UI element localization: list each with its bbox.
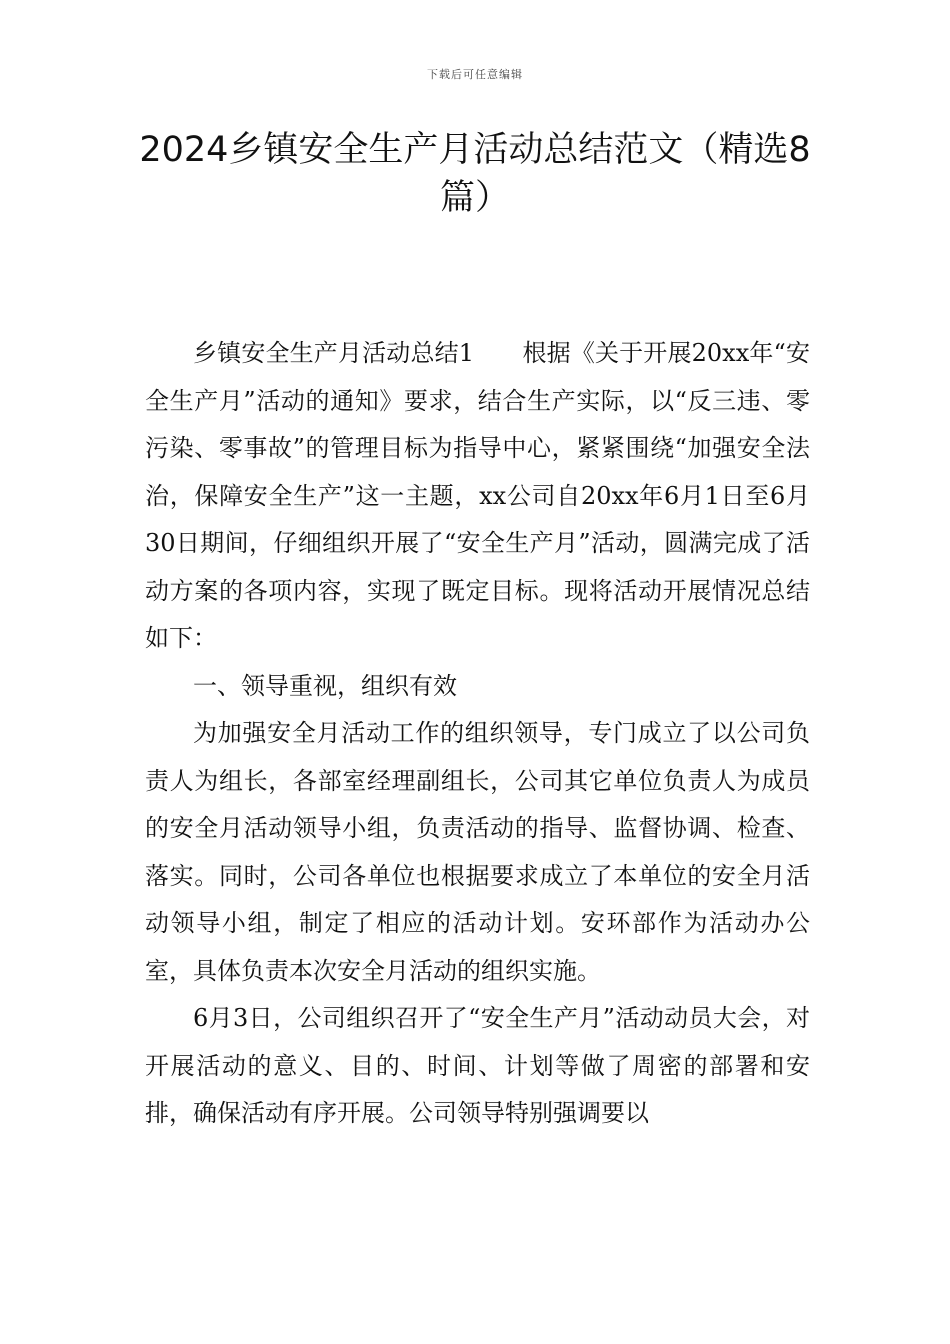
document-title: 2024乡镇安全生产月活动总结范文（精选8篇） [139, 130, 811, 218]
header-note: 下载后可任意编辑 [427, 68, 523, 81]
body-paragraph: 为加强安全月活动工作的组织领导，专门成立了以公司负责人为组长，各部室经理副组长，公司其它单位负责人为成员的安全月活动领导小组，负责活动的指导、监督协调、检查、落实。同时，公司各单位也根据要求成立了本单位的安全月活动领导小组，制定了相应的活动计划。安环部作为活动办公室，具体负责本次安全月活动的组织实施。 [145, 719, 810, 985]
body-paragraph: 6月3日，公司组织召开了“安全生产月”活动动员大会，对开展活动的意义、目的、时间、计划等做了周密的部署和安排，确保活动有序开展。公司领导特别强调要以 [145, 1004, 810, 1127]
body-paragraph: 乡镇安全生产月活动总结1 根据《关于开展20xx年“安全生产月”活动的通知》要求，结合生产实际，以“反三违、零污染、零事故”的管理目标为指导中心，紧紧围绕“加强安全法治，保障安全生产”这一主题，xx公司自20xx年6月1日至6月30日期间，仔细组织开展了“安全生产月”活动，圆满完成了活动方案的各项内容，实现了既定目标。现将活动开展情况总结如下： [145, 339, 810, 652]
document-body [145, 330, 810, 1138]
section-heading: 一、领导重视，组织有效 [193, 671, 457, 700]
